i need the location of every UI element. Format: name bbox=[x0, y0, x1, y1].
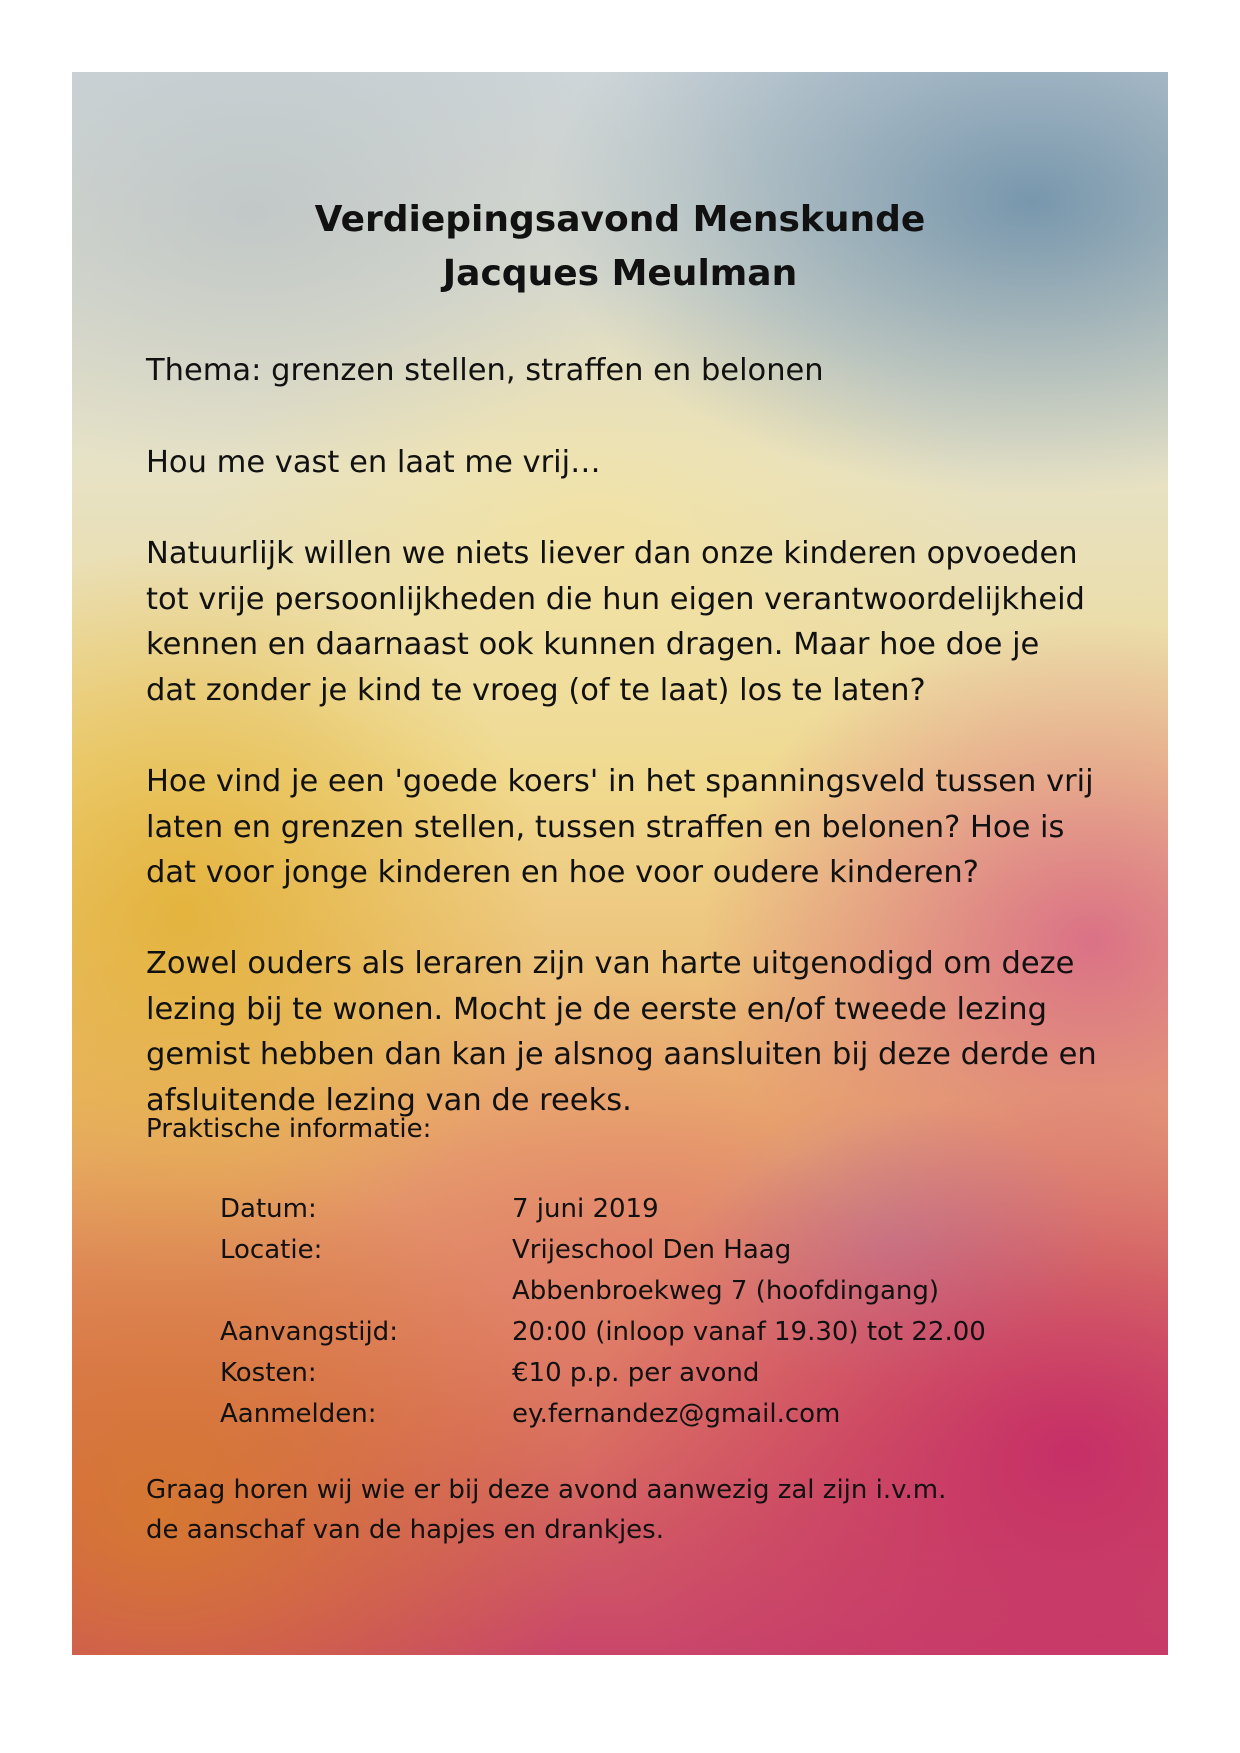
intro-paragraph bbox=[146, 531, 1146, 713]
info-value: €10 p.p. per avond bbox=[512, 1358, 760, 1388]
info-value: 20:00 (inloop vanaf 19.30) tot 22.00 bbox=[512, 1317, 986, 1347]
closing-line: de aanschaf van de hapjes en drankjes. bbox=[146, 1515, 664, 1545]
flyer-title: Verdiepingsavond Menskunde bbox=[314, 199, 926, 240]
theme-line: Thema: grenzen stellen, straffen en belonen bbox=[146, 353, 824, 388]
paragraph-line: lezing bij te wonen. Mocht je de eerste en/of tweede lezing bbox=[146, 991, 1047, 1027]
info-label: Datum: bbox=[220, 1194, 317, 1224]
info-label: Aanvangstijd: bbox=[220, 1317, 398, 1347]
paragraph-line: laten en grenzen stellen, tussen straffen en belonen? Hoe is bbox=[146, 809, 1065, 845]
question-paragraph bbox=[146, 759, 1146, 896]
speaker-name: Jacques Meulman bbox=[442, 253, 798, 294]
paragraph-line: Natuurlijk willen we niets liever dan onze kinderen opvoeden bbox=[146, 536, 1078, 571]
contact-email[interactable]: ey.fernandez@gmail.com bbox=[512, 1399, 841, 1429]
paragraph-line: tot vrije persoonlijkheden die hun eigen verantwoordelijkheid bbox=[146, 581, 1085, 617]
flyer-sheet bbox=[72, 72, 1168, 1655]
paragraph-line: kennen en daarnaast ook kunnen dragen. Maar hoe doe je bbox=[146, 627, 1040, 662]
info-value: Abbenbroekweg 7 (hoofdingang) bbox=[512, 1276, 940, 1306]
info-label: Locatie: bbox=[220, 1235, 323, 1265]
paragraph-line: dat voor jonge kinderen en hoe voor oudere kinderen? bbox=[146, 855, 979, 890]
tagline: Hou me vast en laat me vrij… bbox=[146, 445, 601, 480]
info-label: Kosten: bbox=[220, 1358, 317, 1388]
closing-line: Graag horen wij wie er bij deze avond aanwezig zal zijn i.v.m. bbox=[146, 1475, 947, 1505]
paragraph-line: gemist hebben dan kan je alsnog aansluiten bij deze derde en bbox=[146, 1037, 1097, 1072]
paragraph-line: afsluitende lezing van de reeks. bbox=[146, 1082, 632, 1118]
paragraph-line: Hoe vind je een 'goede koers' in het spanningsveld tussen vrij bbox=[146, 764, 1094, 799]
info-value: Vrijeschool Den Haag bbox=[512, 1235, 792, 1265]
paragraph-line: dat zonder je kind te vroeg (of te laat) los te laten? bbox=[146, 672, 926, 708]
paragraph-line: Zowel ouders als leraren zijn van harte uitgenodigd om deze bbox=[146, 946, 1075, 981]
practical-info-heading: Praktische informatie: bbox=[146, 1114, 432, 1144]
closing-note bbox=[146, 1470, 946, 1550]
info-label: Aanmelden: bbox=[220, 1399, 377, 1429]
info-value: 7 juni 2019 bbox=[512, 1194, 659, 1224]
invitation-paragraph bbox=[146, 941, 1146, 1123]
